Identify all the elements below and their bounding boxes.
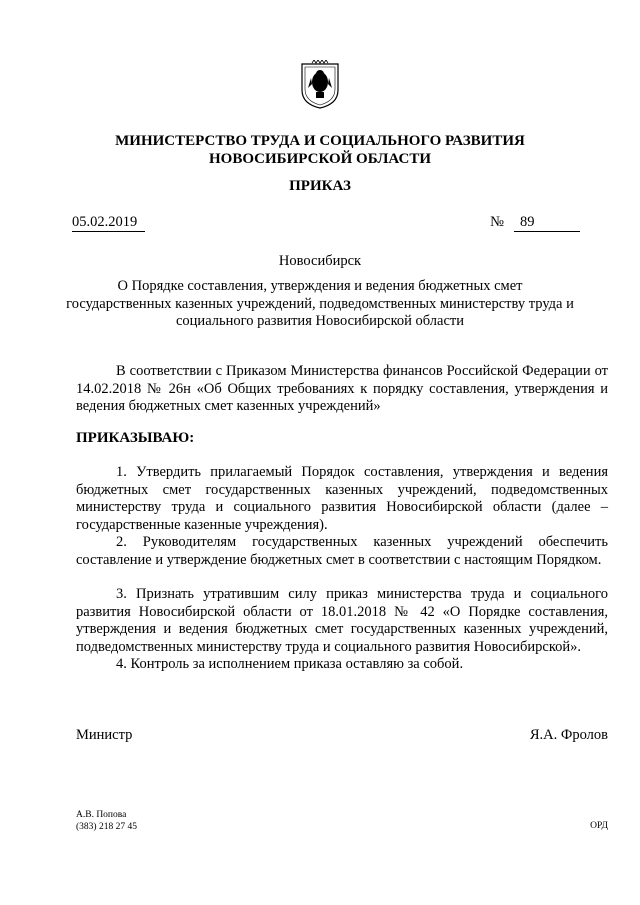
executor-name: А.В. Попова: [76, 810, 127, 820]
order-item-1: 1. Утвердить прилагаемый Порядок составления, утверждения и ведения бюджетных смет государственных казенных учреждений, подведомственных министерству труда и социального развития Новосибирской области (далее – государственные казенные учреждения).: [76, 464, 608, 533]
coat-of-arms-emblem: [298, 60, 342, 110]
basis-paragraph: В соответствии с Приказом Министерства финансов Российской Федерации от 14.02.2018 № 26н «Об Общих требованиях к порядку составления, утверждения и ведения бюджетных смет казенных учреждений»: [76, 363, 608, 415]
order-word: ПРИКАЗЫВАЮ:: [76, 430, 195, 446]
subject-line1: О Порядке составления, утверждения и ведения бюджетных смет: [117, 278, 523, 294]
document-number: [490, 214, 580, 232]
order-item-3: 3. Признать утратившим силу приказ министерства труда и социального развития Новосибирской области от 18.01.2018 № 42 «О Порядке составления, утверждения и ведения бюджетных смет государственных казенных учреждений, подведомственных министерству труда и социального развития Новосибирской».: [76, 586, 608, 655]
signer-position: Министр: [76, 727, 133, 743]
document-subject: [40, 278, 600, 331]
number-value: 89: [514, 214, 580, 232]
document-type: ПРИКАЗ: [289, 178, 351, 194]
ministry-name: [40, 132, 600, 168]
number-label: №: [490, 214, 504, 230]
document-code: ОРД: [590, 821, 608, 831]
ministry-name-line1: МИНИСТЕРСТВО ТРУДА И СОЦИАЛЬНОГО РАЗВИТИЯ: [115, 133, 525, 149]
ministry-name-line2: НОВОСИБИРСКОЙ ОБЛАСТИ: [208, 151, 432, 167]
date-number-line: [72, 214, 580, 234]
signer-name: Я.А. Фролов: [529, 727, 608, 743]
document-date: 05.02.2019: [72, 214, 145, 232]
subject-line2: государственных казенных учреждений, подведомственных министерству труда и: [66, 295, 574, 312]
order-item-2: 2. Руководителям государственных казенных учреждений обеспечить составление и утверждение бюджетных смет в соответствии с настоящим Порядком.: [76, 534, 608, 568]
city: Новосибирск: [278, 253, 362, 269]
order-item-4: 4. Контроль за исполнением приказа оставляю за собой.: [116, 656, 464, 672]
executor-phone: (383) 218 27 45: [76, 822, 137, 832]
executor-info: [76, 809, 137, 833]
subject-line3: социального развития Новосибирской области: [175, 313, 464, 329]
